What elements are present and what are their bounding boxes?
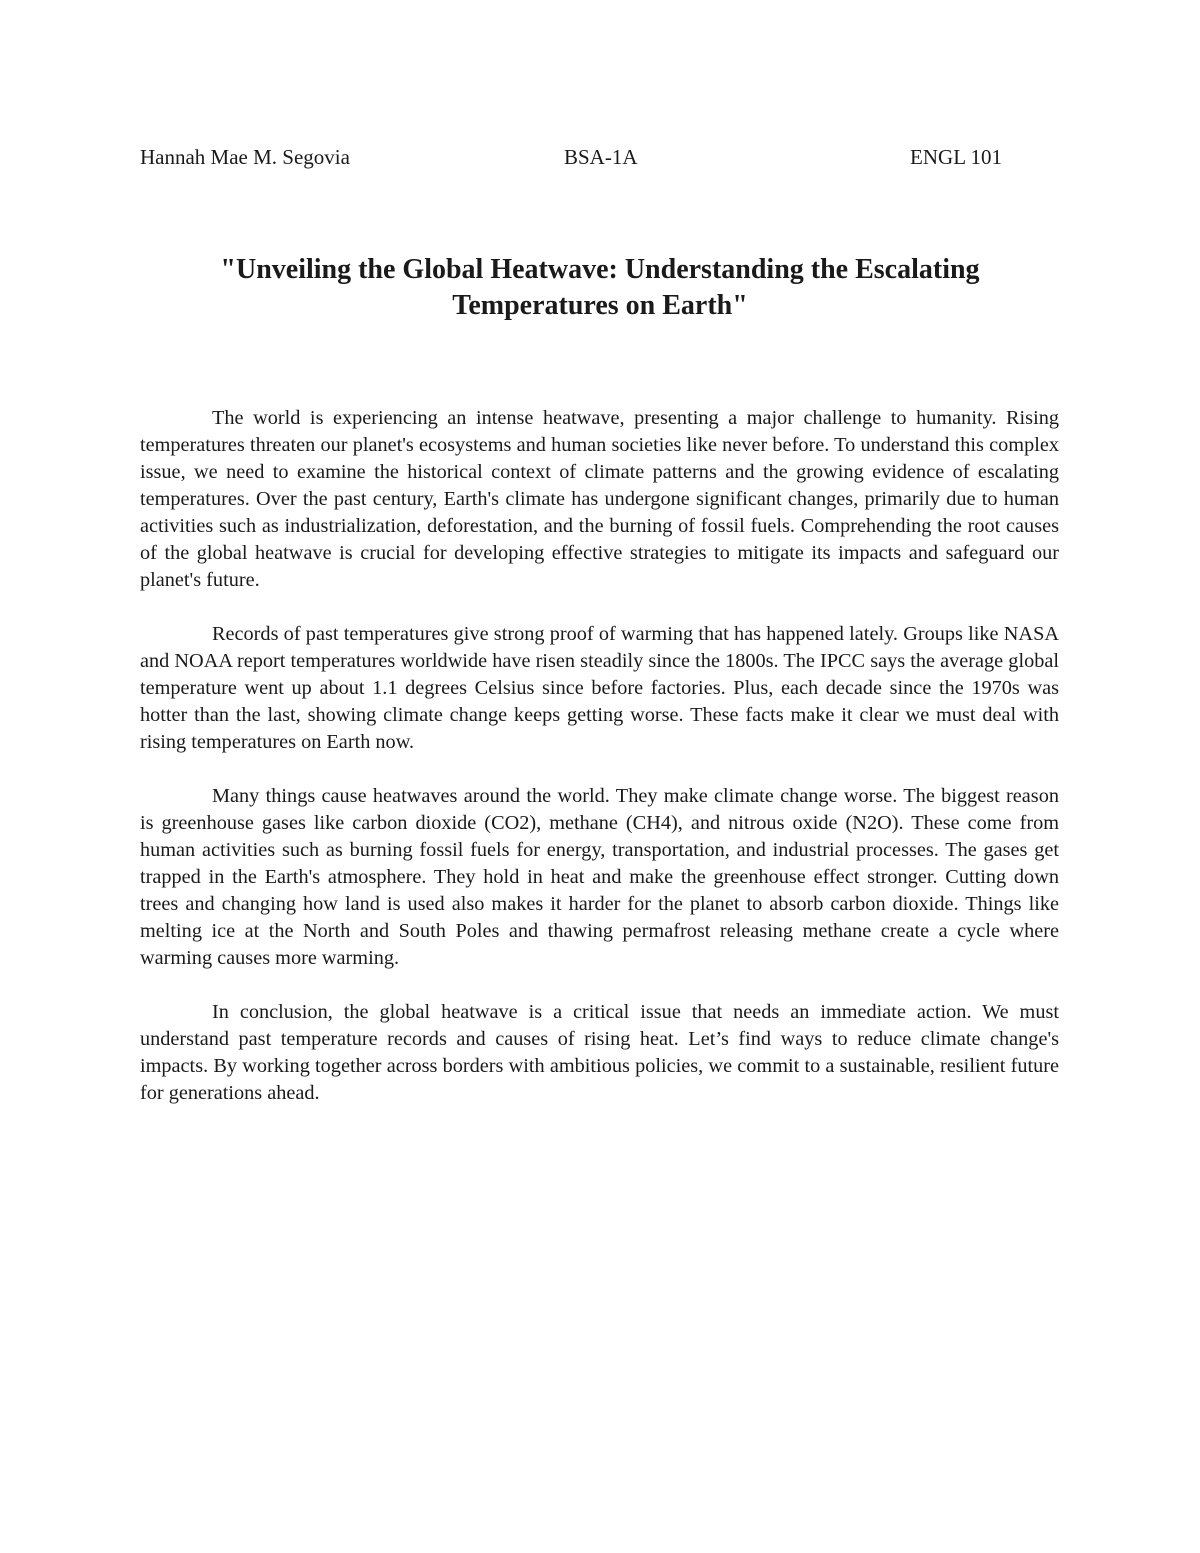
paragraph-conclusion: In conclusion, the global heatwave is a critical issue that needs an immediate action. We must understand past temperature records and causes of rising heat. Let’s find ways to reduce climate change's impacts. By working together across borders with ambitious policies, we commit to a sustainable, resilient future for generations ahead. xyxy=(140,1001,1059,1104)
author-name: Hannah Mae M. Segovia xyxy=(140,145,350,169)
paragraph-temperature-records: Records of past temperatures give strong proof of warming that has happened lately. Groups like NASA and NOAA report temperatures worldwide have risen steadily since the 1800s. The IPCC says the average global temperature went up about 1.1 degrees Celsius since before factories. Plus, each decade since the 1970s was hotter than the last, showing climate change keeps getting worse. These facts make it clear we must deal with rising temperatures on Earth now. xyxy=(140,623,1059,753)
paragraph-causes: Many things cause heatwaves around the world. They make climate change worse. The biggest reason is greenhouse gases like carbon dioxide (CO2), methane (CH4), and nitrous oxide (N2O). These come from human activities such as burning fossil fuels for energy, transportation, and industrial processes. The gases get trapped in the Earth's atmosphere. They hold in heat and make the greenhouse effect stronger. Cutting down trees and changing how land is used also makes it harder for the planet to absorb carbon dioxide. Things like melting ice at the North and South Poles and thawing permafrost releasing methane create a cycle where warming causes more warming. xyxy=(140,785,1059,969)
section-label: BSA-1A xyxy=(564,145,638,169)
document-header xyxy=(140,142,1002,172)
document-body xyxy=(140,405,1059,1134)
paragraph-introduction: The world is experiencing an intense heatwave, presenting a major challenge to humanity. Rising temperatures threaten our planet's ecosystems and human societies like never before. To understand this complex issue, we need to examine the historical context of climate patterns and the growing evidence of escalating temperatures. Over the past century, Earth's climate has undergone significant changes, primarily due to human activities such as industrialization, deforestation, and the burning of fossil fuels. Comprehending the root causes of the global heatwave is crucial for developing effective strategies to mitigate its impacts and safeguard our planet's future. xyxy=(140,407,1059,591)
course-code: ENGL 101 xyxy=(910,145,1002,169)
document-title: "Unveiling the Global Heatwave: Understanding the Escalating Temperatures on Earth" xyxy=(220,254,980,321)
